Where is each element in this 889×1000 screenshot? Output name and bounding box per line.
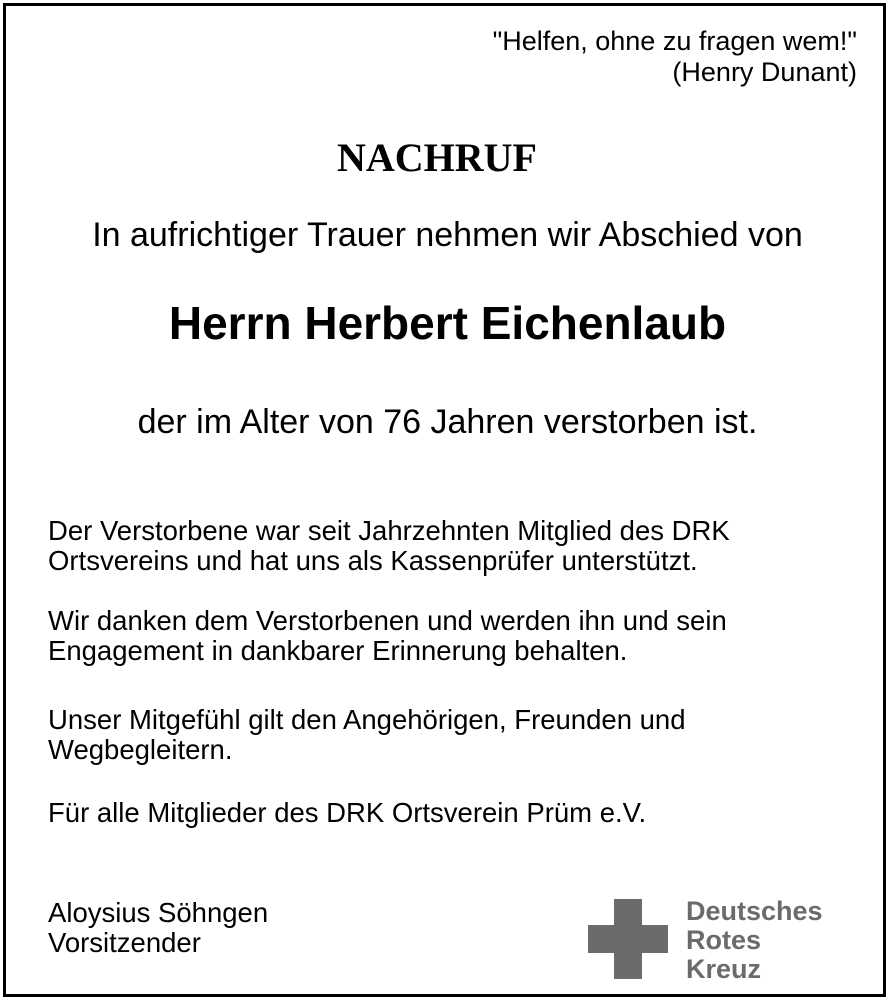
- paragraph-thanks: [48, 606, 868, 666]
- paragraph-line: Wir danken dem Verstorbenen und werden ihn und sein: [48, 605, 727, 636]
- paragraph-members: [48, 798, 868, 828]
- paragraph-line: Der Verstorbene war seit Jahrzehnten Mitglied des DRK: [48, 515, 730, 546]
- quote-block: [493, 26, 857, 88]
- paragraph-line: Ortsvereins und hat uns als Kassenprüfer unterstützt.: [48, 545, 698, 576]
- intro-line: In aufrichtiger Trauer nehmen wir Abschied von: [92, 216, 803, 254]
- drk-logo: [588, 896, 848, 984]
- paragraph-membership: [48, 516, 868, 576]
- paragraph-line: Wegbegleitern.: [48, 734, 233, 765]
- logo-line: Deutsches: [686, 896, 823, 926]
- deceased-name: Herrn Herbert Eichenlaub: [168, 297, 727, 349]
- page-title: NACHRUF: [337, 135, 537, 180]
- logo-line: Kreuz: [686, 954, 762, 984]
- signature-name: Aloysius Söhngen: [48, 897, 269, 928]
- cross-icon: [588, 899, 670, 981]
- quote-author: (Henry Dunant): [672, 57, 857, 87]
- paragraph-line: Engagement in dankbarer Erinnerung behalten.: [48, 635, 628, 666]
- logo-line: Rotes: [686, 925, 762, 955]
- signature-role: Vorsitzender: [48, 927, 201, 958]
- logo-wordmark: [686, 897, 823, 984]
- paragraph-line: Unser Mitgefühl gilt den Angehörigen, Freunden und: [48, 704, 686, 735]
- paragraph-line: Für alle Mitglieder des DRK Ortsverein Prüm e.V.: [48, 797, 647, 828]
- signature-block: [48, 898, 268, 958]
- quote-text: "Helfen, ohne zu fragen wem!": [492, 26, 857, 56]
- paragraph-condolence: [48, 705, 868, 765]
- age-line: der im Alter von 76 Jahren verstorben ist.: [137, 403, 758, 441]
- obituary-frame: [3, 3, 886, 997]
